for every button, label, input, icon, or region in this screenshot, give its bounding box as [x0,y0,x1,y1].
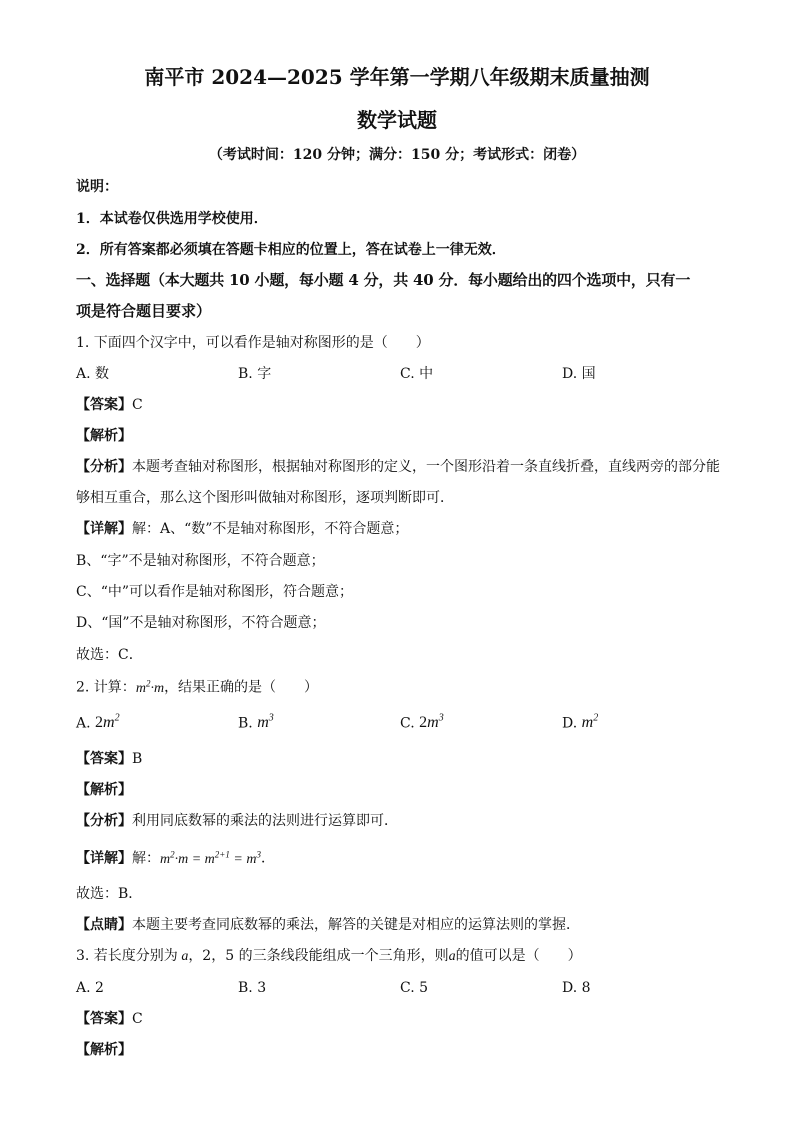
q1-option-a: A. 数 [76,366,110,382]
q2-option-b: B. $m^3$ [238,713,274,732]
answer-label: 【答案】 [76,1011,132,1027]
q2-analysis-label: 【解析】 [76,782,132,798]
notes-heading: 说明： [76,179,118,195]
q3-answer [76,1012,143,1026]
q3-option-d: D. 8 [562,980,591,996]
q3-option-a: A. 2 [76,980,104,996]
q2-option-b-letter: B. [238,715,253,732]
note-item-2: 2．所有答案都必须填在答题卡相应的位置上，答在试卷上一律无效． [76,242,506,258]
q3-option-b: B. 3 [238,980,267,996]
q2-detail: 【详解】解：$m^2\cdot m = m^{2+1} = m^3$． [76,849,275,867]
answer-value: C [132,1011,143,1027]
detail-label: 【详解】 [76,850,132,867]
paper-subject: 数学试题 [357,108,437,132]
q2-detail-formula: $m^2\cdot m = m^{2+1} = m^3$ [160,849,261,867]
q2-option-a-letter: A. [76,715,91,732]
q2-fenxi [76,814,398,828]
dianjing-text: 本题主要考查同底数幂的乘法，解答的关键是对相应的运算法则的掌握． [132,917,580,933]
q3-variable-a: a [177,949,189,964]
paper-title: 南平市 2024—2025 学年第一学期八年级期末质量抽测 [144,65,650,89]
q2-expression: $m^2\cdot m$ [135,678,165,696]
q1-option-d: D. 国 [562,366,596,382]
q3-stem-part2: ，2，5 的三条线段能组成一个三角形，则 [188,948,449,964]
section-heading-line1: 一、选择题（本大题共 10 小题，每小题 4 分，共 40 分．每小题给出的四个选项中，只有一 [76,271,691,289]
fenxi-label: 【分析】 [76,813,132,829]
q1-stem: 1. 下面四个汉字中，可以看作是轴对称图形的是（ ） [76,335,430,351]
q2-option-d-letter: D. [562,715,578,732]
exam-info: （考试时间：120 分钟；满分：150 分；考试形式：闭卷） [208,147,586,163]
q2-option-a: A. $2m^2$ [76,713,120,732]
detail-text: 解：A、“数”不是轴对称图形，不符合题意； [132,521,409,537]
q3-stem [76,949,582,964]
q3-option-c: C. 5 [400,980,429,996]
detail-label: 【详解】 [76,521,132,537]
choose-label: 故选： [76,886,118,902]
q1-detail-c: C、“中”可以看作是轴对称图形，符合题意； [76,584,354,600]
choose-value: B． [118,886,143,902]
q1-answer [76,398,143,412]
answer-value: C [132,397,143,413]
q1-choose [76,648,143,662]
q2-answer [76,752,142,766]
q2-option-d: D. $m^2$ [562,713,599,732]
fenxi-label: 【分析】 [76,459,132,475]
q2-stem-suffix: ，结果正确的是（ ） [164,679,319,696]
q3-stem-part1: 3. 若长度分别为 [76,948,178,964]
answer-label: 【答案】 [76,397,132,413]
q3-stem-part3: 的值可以是（ ） [455,948,582,964]
q1-detail-b: B、“字”不是轴对称图形，不符合题意； [76,553,325,569]
detail-prefix: 解： [132,850,160,867]
q1-detail-d: D、“国”不是轴对称图形，不符合题意； [76,615,326,631]
q3-variable-a-2: a [448,949,456,964]
section-heading-line2: 项是符合题目要求） [76,302,212,320]
fenxi-text: 本题考查轴对称图形，根据轴对称图形的定义，一个图形沿着一条直线折叠，直线两旁的部分能 [132,459,720,475]
choose-value: C． [118,647,143,663]
q2-option-c: C. $2m^3$ [400,713,444,732]
note-item-1: 1．本试卷仅供选用学校使用． [76,211,268,227]
q2-stem-prefix: 2. 计算： [76,679,136,696]
answer-label: 【答案】 [76,751,132,767]
q2-choose [76,887,142,901]
q3-analysis-label: 【解析】 [76,1042,132,1058]
choose-label: 故选： [76,647,118,663]
q1-analysis-label: 【解析】 [76,428,132,444]
q2-option-c-letter: C. [400,715,415,732]
answer-value: B [132,751,143,767]
q1-option-b: B. 字 [238,366,272,382]
q2-stem [76,679,318,696]
q1-fenxi-line2: 够相互重合，那么这个图形叫做轴对称图形，逐项判断即可． [76,490,454,506]
q1-detail-a [76,522,408,536]
fenxi-text: 利用同底数幂的乘法的法则进行运算即可． [132,813,398,829]
q1-fenxi-line1 [76,460,720,474]
q2-dianjing [76,918,580,932]
q1-option-c: C. 中 [400,366,434,382]
dianjing-label: 【点睛】 [76,917,132,933]
